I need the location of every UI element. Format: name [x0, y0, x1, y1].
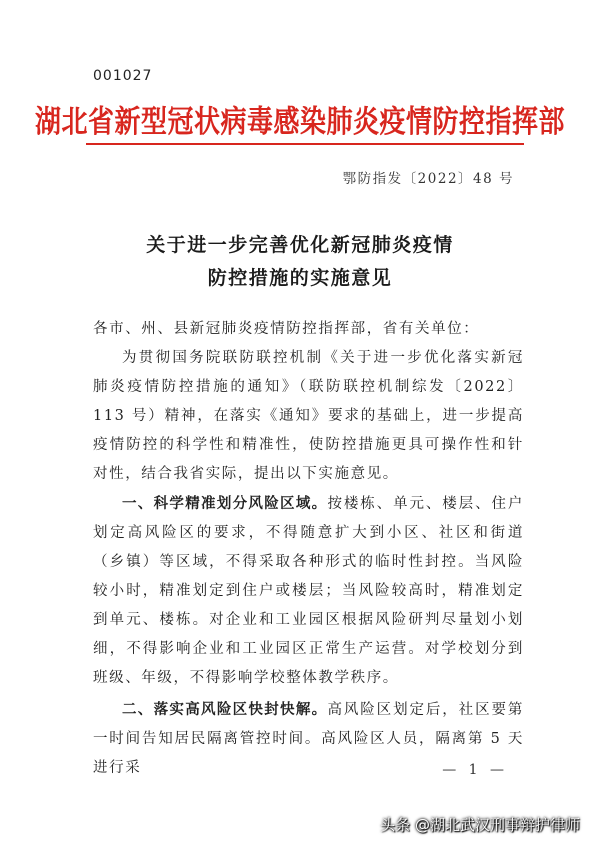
section-1-heading: 一、科学精准划分风险区域。: [122, 496, 328, 512]
page-number: — 1 —: [442, 762, 508, 778]
watermark-text: 头条 @湖北武汉刑事辩护律师: [380, 816, 580, 834]
section-1-body: 按楼栋、单元、楼层、住户划定高风险区的要求，不得随意扩大到小区、社区和街道（乡镇）等区域，不得采取各种形式的临时性封控。当风险较小时，精准划定到住户或楼层；当风险较高时，精准划定到单元、楼栋。对企业和工业园区根据风险研判尽量划小划细，不得影响企业和工业园区正常生产运营。对学校划分到班级、年级，不得影响学校整体教学秩序。: [93, 496, 524, 686]
section-2-body: 高风险区划定后，社区要第一时间告知居民隔离管控时间。高风险区人员，隔离第 5 天进行采: [93, 702, 524, 776]
salutation: 各市、州、县新冠肺炎疫情防控指挥部，省有关单位：: [93, 321, 480, 337]
intro-paragraph: 为贯彻国务院联防联控机制《关于进一步优化落实新冠肺炎疫情防控措施的通知》（联防联控机制综发〔2022〕113 号）精神，在落实《通知》要求的基础上，进一步提高疫情防控的科学性和精准性，使防控措施更具可操作性和针对性，结合我省实际，提出以下实施意见。: [93, 350, 524, 482]
document-title-line-2: 防控措施的实施意见: [207, 267, 393, 289]
issuer-header: 湖北省新型冠状病毒感染肺炎疫情防控指挥部: [34, 105, 565, 141]
document-title-line-1: 关于进一步完善优化新冠肺炎疫情: [146, 234, 454, 256]
red-divider-line: [86, 143, 524, 145]
document-reference-code: 鄂防指发〔2022〕48 号: [342, 171, 514, 187]
document-serial-number: 001027: [93, 68, 153, 84]
section-2-heading: 二、落实高风险区快封快解。: [122, 702, 328, 718]
section-1-paragraph: [93, 490, 524, 693]
